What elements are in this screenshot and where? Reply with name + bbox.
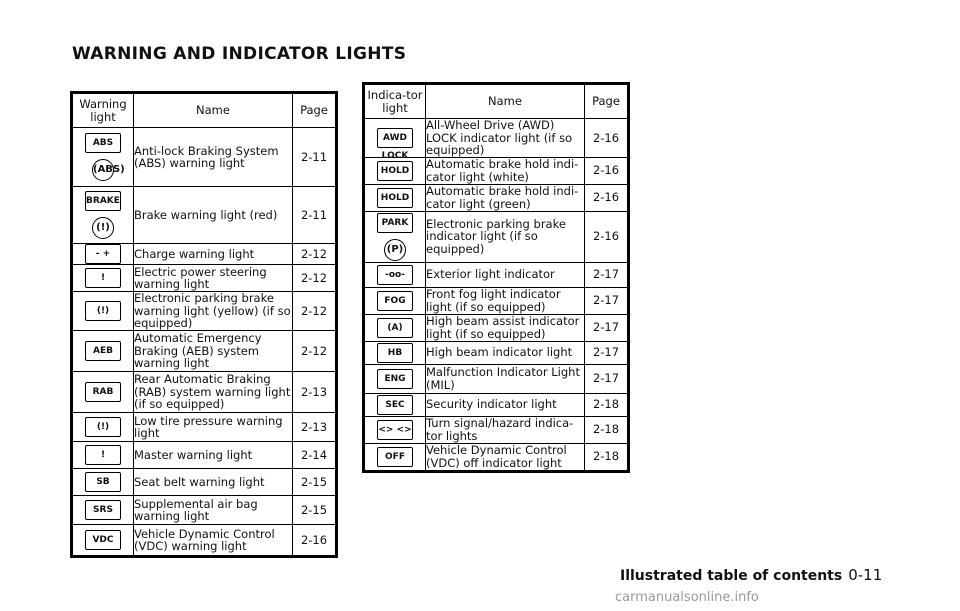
header-icon: Indica-tor light xyxy=(364,84,426,119)
light-name: Low tire pressure warning light xyxy=(134,413,293,442)
light-name: Automatic Emergency Braking (AEB) system warning light xyxy=(134,331,293,372)
light-name: Brake warning light (red) xyxy=(134,187,293,244)
indicator-icon: (ABS) xyxy=(92,159,114,181)
table-row xyxy=(364,443,629,471)
indicator-icon: PARK xyxy=(377,213,413,233)
indicator-icon: SRS xyxy=(85,500,121,520)
indicator-lights-table xyxy=(362,82,630,473)
table-row xyxy=(364,393,629,416)
icon-cell xyxy=(364,262,426,287)
indicator-icon: ! xyxy=(85,268,121,288)
footer-page-number: 0-11 xyxy=(848,566,883,584)
indicator-icon: ABS xyxy=(85,133,121,153)
table-row xyxy=(72,244,337,265)
page-ref: 2-18 xyxy=(585,443,629,471)
watermark: carmanualsonline.info xyxy=(615,590,759,605)
indicator-icon: <> <> xyxy=(377,420,413,440)
indicator-icon: RAB xyxy=(85,382,121,402)
indicator-icon: (!) xyxy=(92,217,114,239)
footer-section: Illustrated table of contents xyxy=(620,568,843,584)
icon-cell xyxy=(72,331,134,372)
light-name: Seat belt warning light xyxy=(134,469,293,496)
page-ref: 2-12 xyxy=(293,331,337,372)
page-ref: 2-13 xyxy=(293,372,337,413)
page-ref: 2-16 xyxy=(585,119,629,158)
table-row xyxy=(72,413,337,442)
table-row xyxy=(72,265,337,292)
page-ref: 2-17 xyxy=(585,262,629,287)
light-name: High beam indicator light xyxy=(426,341,585,364)
icon-cell xyxy=(72,413,134,442)
indicator-icon: HOLD xyxy=(377,161,413,181)
indicator-icon: BRAKE xyxy=(85,191,121,211)
table-row xyxy=(72,469,337,496)
table-row xyxy=(72,372,337,413)
page-ref: 2-11 xyxy=(293,187,337,244)
icon-cell xyxy=(364,416,426,443)
icon-cell xyxy=(364,443,426,471)
light-name: High beam assist indicator light (if so equipped) xyxy=(426,314,585,341)
light-name: Security indicator light xyxy=(426,393,585,416)
light-name: All-Wheel Drive (AWD) LOCK indicator light (if so equipped) xyxy=(426,119,585,158)
icon-cell xyxy=(364,314,426,341)
indicator-icon: (A) xyxy=(377,318,413,338)
light-name: Front fog light indicator light (if so equipped) xyxy=(426,287,585,314)
footer xyxy=(620,566,882,584)
table-row xyxy=(72,128,337,187)
indicator-icon: HB xyxy=(377,343,413,363)
icon-cell xyxy=(364,157,426,184)
icon-cell xyxy=(72,442,134,469)
indicator-icon: (!) xyxy=(85,417,121,437)
table-row xyxy=(364,314,629,341)
page-ref: 2-17 xyxy=(585,341,629,364)
indicator-icon: - + xyxy=(85,244,121,264)
table-row xyxy=(364,211,629,262)
indicator-icon: -oo- xyxy=(377,265,413,285)
light-name: Automatic brake hold indi-cator light (green) xyxy=(426,184,585,211)
table-header-row xyxy=(72,93,337,128)
page-title: WARNING AND INDICATOR LIGHTS xyxy=(72,44,407,64)
indicator-icon: HOLD xyxy=(377,188,413,208)
indicator-icon: ! xyxy=(85,445,121,465)
light-name: Master warning light xyxy=(134,442,293,469)
indicator-icon: ENG xyxy=(377,369,413,389)
page-ref: 2-16 xyxy=(585,211,629,262)
icon-cell xyxy=(72,372,134,413)
table-header-row xyxy=(364,84,629,119)
icon-cell xyxy=(364,287,426,314)
icon-cell xyxy=(72,469,134,496)
warning-lights-table xyxy=(70,91,338,558)
page-ref: 2-15 xyxy=(293,496,337,525)
light-name: Malfunction Indicator Light (MIL) xyxy=(426,364,585,393)
page-ref: 2-16 xyxy=(585,184,629,211)
indicator-icon: AEB xyxy=(85,341,121,361)
table-row xyxy=(72,496,337,525)
light-name: Electronic parking brake indicator light (if so equipped) xyxy=(426,211,585,262)
table-row xyxy=(364,119,629,158)
table-row xyxy=(72,331,337,372)
table-row xyxy=(364,184,629,211)
page-ref: 2-12 xyxy=(293,292,337,331)
header-page: Page xyxy=(293,93,337,128)
icon-cell xyxy=(364,211,426,262)
page-ref: 2-17 xyxy=(585,364,629,393)
icon-cell xyxy=(72,265,134,292)
page-ref: 2-14 xyxy=(293,442,337,469)
page-ref: 2-11 xyxy=(293,128,337,187)
page-ref: 2-13 xyxy=(293,413,337,442)
light-name: Rear Automatic Braking (RAB) system warning light (if so equipped) xyxy=(134,372,293,413)
table-row xyxy=(364,157,629,184)
indicator-icon: FOG xyxy=(377,291,413,311)
table-row xyxy=(72,292,337,331)
light-name: Electronic parking brake warning light (yellow) (if so equipped) xyxy=(134,291,291,331)
page-ref: 2-15 xyxy=(293,469,337,496)
table-row xyxy=(72,442,337,469)
icon-cell xyxy=(364,393,426,416)
icon-cell xyxy=(364,364,426,393)
header-name: Name xyxy=(426,84,585,119)
icon-cell xyxy=(72,244,134,265)
icon-cell xyxy=(364,184,426,211)
icon-cell xyxy=(364,119,426,161)
page-ref: 2-16 xyxy=(585,157,629,184)
indicator-icon: SEC xyxy=(377,395,413,415)
light-name: Supplemental air bag warning light xyxy=(134,496,293,525)
table-row xyxy=(72,187,337,244)
page-ref: 2-17 xyxy=(585,287,629,314)
icon-cell xyxy=(72,292,134,331)
indicator-icon: AWD LOCK xyxy=(377,128,413,148)
light-name: Exterior light indicator xyxy=(426,262,585,287)
page-ref: 2-12 xyxy=(293,244,337,265)
light-name: Turn signal/hazard indica-tor lights xyxy=(426,416,585,443)
table-row xyxy=(364,262,629,287)
icon-cell xyxy=(72,525,134,557)
indicator-icon: VDC xyxy=(85,530,121,550)
light-name: Electric power steering warning light xyxy=(134,265,293,292)
header-icon: Warning light xyxy=(72,93,134,128)
table-row xyxy=(72,525,337,557)
page-ref: 2-18 xyxy=(585,393,629,416)
page-ref: 2-18 xyxy=(585,416,629,443)
icon-cell xyxy=(72,187,134,244)
icon-cell xyxy=(72,496,134,525)
table-row xyxy=(364,341,629,364)
light-name: Vehicle Dynamic Control (VDC) off indicator light xyxy=(426,443,585,471)
table-row xyxy=(364,364,629,393)
page-ref: 2-17 xyxy=(585,314,629,341)
table-row xyxy=(364,287,629,314)
header-page: Page xyxy=(585,84,629,119)
header-name: Name xyxy=(134,93,293,128)
light-name: Charge warning light xyxy=(134,244,293,265)
table-row xyxy=(364,416,629,443)
indicator-icon: SB xyxy=(85,472,121,492)
indicator-icon: (!) xyxy=(85,301,121,321)
indicator-icon: OFF xyxy=(377,447,413,467)
indicator-icon: (P) xyxy=(384,239,406,261)
icon-cell xyxy=(364,341,426,364)
icon-cell xyxy=(72,128,134,187)
light-name: Anti-lock Braking System (ABS) warning light xyxy=(134,128,293,187)
light-name: Automatic brake hold indi-cator light (white) xyxy=(426,157,585,184)
page-ref: 2-12 xyxy=(293,265,337,292)
light-name: Vehicle Dynamic Control (VDC) warning light xyxy=(134,525,293,557)
page-ref: 2-16 xyxy=(293,525,337,557)
